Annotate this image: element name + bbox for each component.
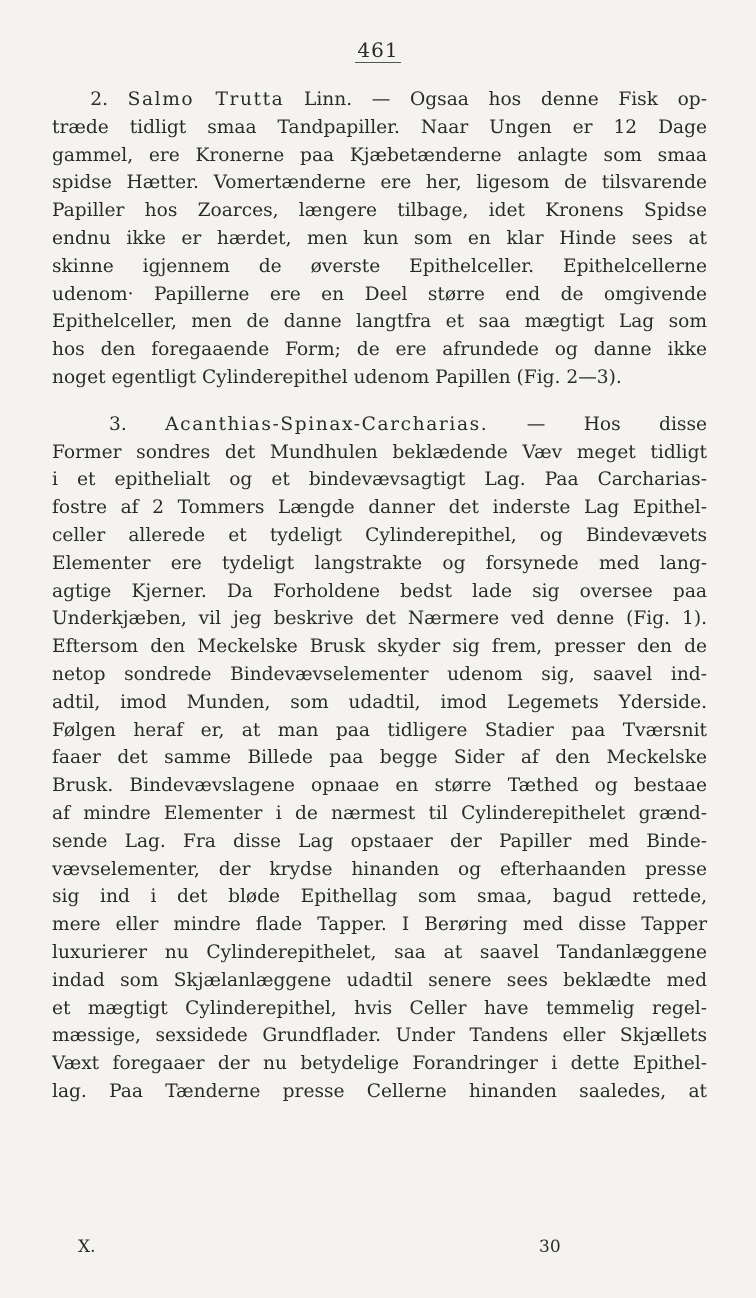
species-heading: Acanthias-Spinax-Carcharias.	[165, 413, 489, 435]
text-fragment: Linn. — Ogsaa hos denne Fisk op-	[304, 89, 707, 110]
text-line: netop sondrede Bindevævselementer udenom sig, saavel ind-	[52, 663, 707, 685]
text-line: Epithelceller, men de danne langtfra et saa mægtigt Lag som	[52, 311, 707, 333]
text-line: et mægtigt Cylinderepithel, hvis Celler have temmelig regel-	[52, 997, 707, 1019]
text-line: sig ind i det bløde Epithellag som smaa, bagud rettede,	[52, 886, 707, 908]
section-number: 2.	[90, 89, 108, 110]
paragraph-gap	[52, 392, 707, 411]
page-number	[0, 38, 756, 62]
text-line: celler allerede et tydeligt Cylinderepithel, og Bindevævets	[52, 524, 707, 546]
text-line: Elementer ere tydeligt langstrakte og forsynede med lang-	[52, 552, 707, 574]
text-line: spidse Hætter. Vomertænderne ere her, ligesom de tilsvarende	[52, 172, 707, 194]
text-line: Brusk. Bindevævslagene opnaae en større Tæthed og bestaae	[52, 775, 707, 797]
text-line: fostre af 2 Tommers Længde danner det inderste Lag Epithel-	[52, 497, 707, 519]
text-fragment: — Hos disse	[526, 413, 707, 435]
text-line: Underkjæben, vil jeg beskrive det Nærmere ved denne (Fig. 1).	[52, 608, 707, 630]
text-line: gammel, ere Kronerne paa Kjæbetænderne anlagte som smaa	[52, 144, 707, 166]
text-line: udenom· Papillerne ere en Deel større end de omgivende	[52, 283, 707, 305]
section-number: 3.	[109, 413, 127, 435]
body-text	[52, 86, 707, 1106]
text-line: noget egentligt Cylinderepithel udenom Papillen (Fig. 2—3).	[52, 366, 622, 388]
text-line: Væxt foregaaer der nu betydelige Forandringer i dette Epithel-	[52, 1053, 707, 1075]
page-footer	[78, 1237, 578, 1261]
text-line: luxurierer nu Cylinderepithelet, saa at saavel Tandanlæggene	[52, 941, 707, 963]
paragraph-salmo-trutta	[52, 86, 707, 392]
text-line: mere eller mindre flade Tapper. I Berøring med disse Tapper	[52, 914, 707, 936]
paragraph-acanthias	[52, 411, 707, 1106]
text-line: lag. Paa Tænderne presse Cellerne hinanden saaledes, at	[52, 1080, 707, 1102]
species-heading: Salmo Trutta	[127, 89, 285, 110]
paragraph-first-line	[52, 86, 707, 114]
text-line: mæssige, sexsidede Grundflader. Under Tandens eller Skjællets	[52, 1025, 707, 1047]
sheet-number: 30	[539, 1237, 561, 1257]
page-number-text: 461	[357, 38, 399, 62]
signature-mark: X.	[78, 1237, 96, 1257]
paragraph-first-line	[52, 411, 707, 439]
text-line: Følgen heraf er, at man paa tidligere Stadier paa Tværsnit	[52, 719, 707, 741]
text-line: Papiller hos Zoarces, længere tilbage, idet Kronens Spidse	[52, 200, 707, 222]
text-line: sende Lag. Fra disse Lag opstaaer der Papiller med Binde-	[52, 830, 707, 852]
text-line: Former sondres det Mundhulen beklædende Væv meget tidligt	[52, 441, 707, 463]
text-line: adtil, imod Munden, som udadtil, imod Legemets Yderside.	[52, 691, 707, 713]
text-line: vævselementer, der krydse hinanden og efterhaanden presse	[52, 858, 707, 880]
text-line: skinne igjennem de øverste Epithelceller. Epithelcellerne	[52, 255, 707, 277]
text-line: af mindre Elementer i de nærmest til Cylinderepithelet grænd-	[52, 802, 707, 824]
text-line: Eftersom den Meckelske Brusk skyder sig frem, presser den de	[52, 636, 707, 658]
text-line: hos den foregaaende Form; de ere afrundede og danne ikke	[52, 339, 707, 361]
text-line: indad som Skjælanlæggene udadtil senere sees beklædte med	[52, 969, 707, 991]
text-line: agtige Kjerner. Da Forholdene bedst lade sig oversee paa	[52, 580, 707, 602]
text-line: træde tidligt smaa Tandpapiller. Naar Ungen er 12 Dage	[52, 116, 707, 138]
text-line: i et epithelialt og et bindevævsagtigt Lag. Paa Carcharias-	[52, 469, 707, 491]
text-line: faaer det samme Billede paa begge Sider af den Meckelske	[52, 747, 707, 769]
text-line: endnu ikke er hærdet, men kun som en klar Hinde sees at	[52, 227, 707, 249]
